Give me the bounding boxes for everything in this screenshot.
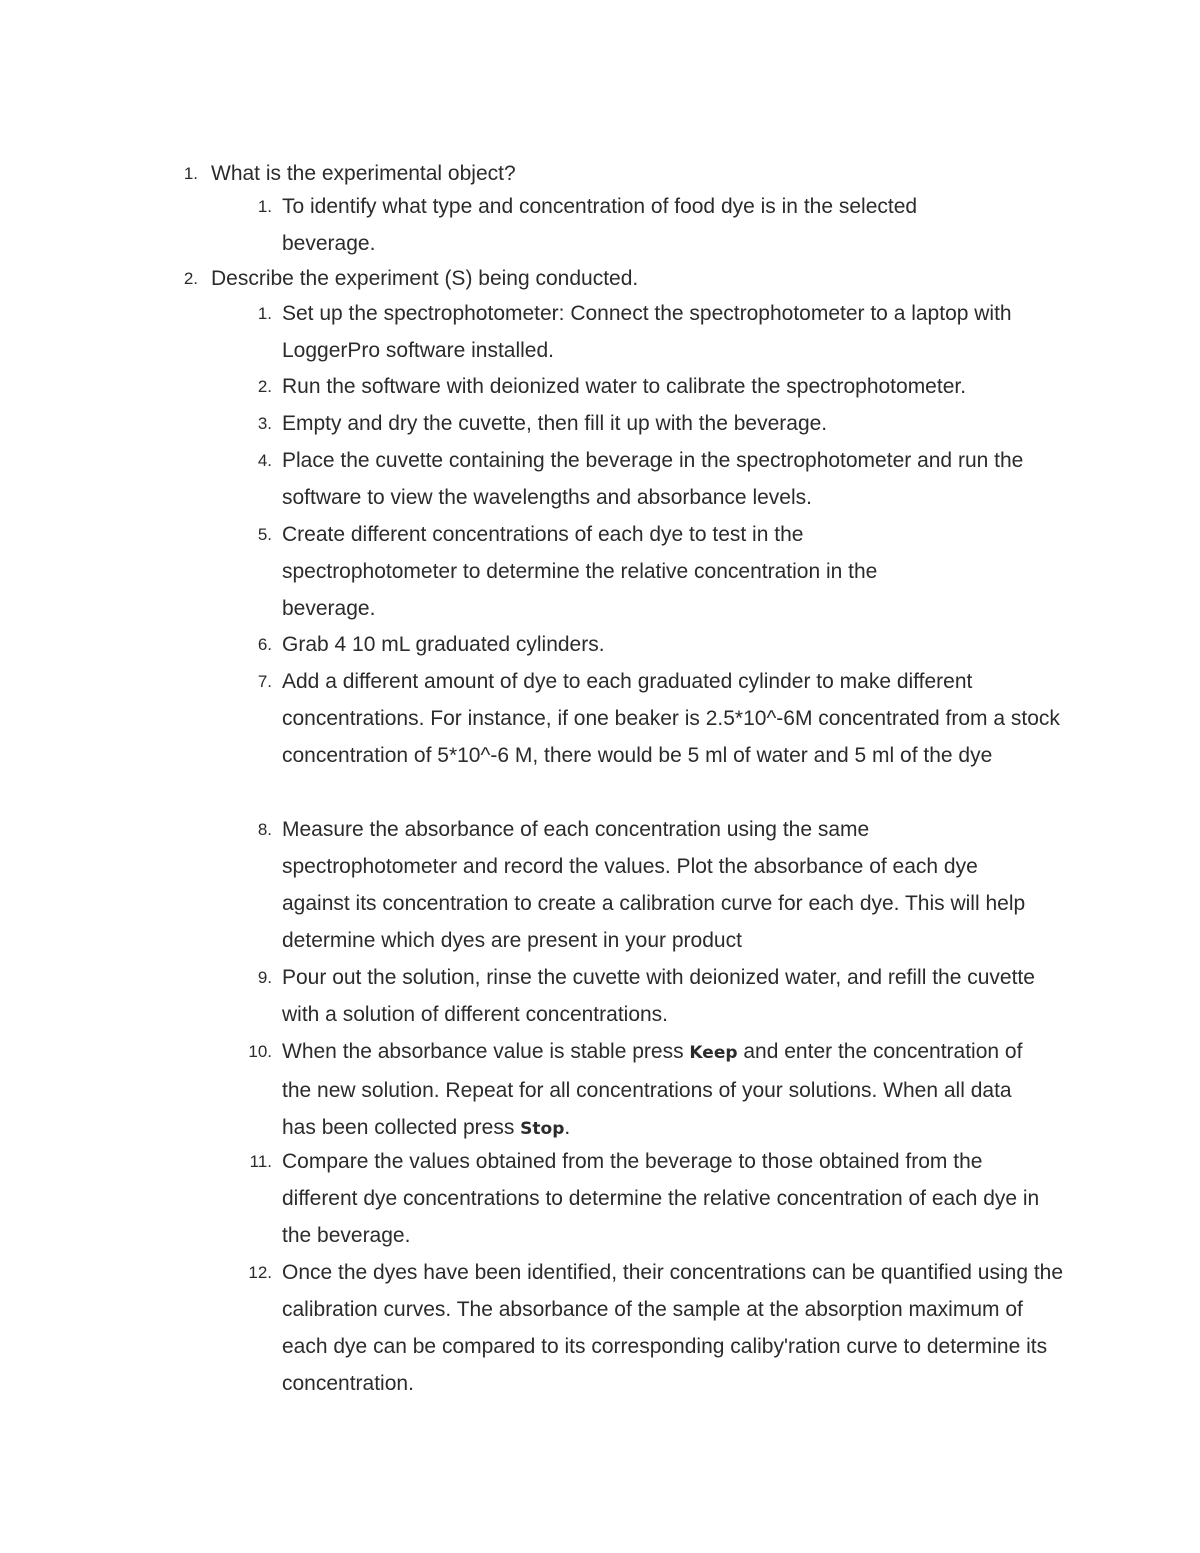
item-number: 10. bbox=[248, 1042, 272, 1061]
question-number: 1. bbox=[183, 164, 198, 183]
keep-keyword: Keep bbox=[689, 1043, 738, 1063]
item-text-part: and enter the concentration of the new solution. Repeat for all concentrations of your solutions. When all data has been collected press bbox=[282, 1040, 1023, 1139]
question-text: What is the experimental object? bbox=[211, 162, 516, 185]
item-text-part: . bbox=[564, 1116, 571, 1139]
item-number: 8. bbox=[257, 820, 272, 839]
item-number: 4. bbox=[257, 451, 272, 470]
item-text: Measure the absorbance of each concentration using the same spectrophotometer and record the values. Plot the absorbance of each dye against its concentration to create a calibration curve for each dye. This will help determine which dyes are present in your product bbox=[282, 818, 1026, 952]
question-number: 2. bbox=[183, 269, 198, 288]
item-number: 1. bbox=[257, 304, 272, 323]
stop-keyword: Stop bbox=[520, 1119, 565, 1139]
item-number: 5. bbox=[257, 525, 272, 544]
item-number: 7. bbox=[257, 672, 272, 691]
question-text: Describe the experiment (S) being conducted. bbox=[211, 267, 639, 290]
item-number: 2. bbox=[257, 377, 272, 396]
item-text: Run the software with deionized water to calibrate the spectrophotometer. bbox=[282, 375, 967, 398]
item-text: Compare the values obtained from the beverage to those obtained from the different dye concentrations to determine the relative concentration of each dye in the beverage. bbox=[282, 1150, 1040, 1247]
item-text: Add a different amount of dye to each graduated cylinder to make different concentrations. For instance, if one beaker is 2.5*10^-6M concentrated from a stock concentration of 5*10^-6 M, there would be 5 ml of water and 5 ml of the dye bbox=[282, 670, 1060, 767]
item-number: 3. bbox=[257, 414, 272, 433]
item-text: Set up the spectrophotometer: Connect the spectrophotometer to a laptop with LoggerPro software installed. bbox=[282, 302, 1012, 362]
item-text: Place the cuvette containing the beverage in the spectrophotometer and run the software to view the wavelengths and absorbance levels. bbox=[282, 449, 1024, 509]
item-text bbox=[282, 1033, 1042, 1148]
item-text: Once the dyes have been identified, their concentrations can be quantified using the calibration curves. The absorbance of the sample at the absorption maximum of each dye can be compared to its corresponding caliby'ration curve to determine its concentration. bbox=[282, 1261, 1064, 1395]
item-number: 12. bbox=[248, 1263, 272, 1282]
item-text: Grab 4 10 mL graduated cylinders. bbox=[282, 633, 605, 656]
item-text: To identify what type and concentration of food dye is in the selected beverage. bbox=[282, 195, 918, 255]
item-number: 9. bbox=[257, 968, 272, 987]
item-number: 11. bbox=[249, 1152, 272, 1171]
item-text: Empty and dry the cuvette, then fill it up with the beverage. bbox=[282, 412, 828, 435]
item-number: 1. bbox=[257, 197, 272, 216]
item-text-part: When the absorbance value is stable press bbox=[282, 1040, 684, 1063]
item-text: Pour out the solution, rinse the cuvette with deionized water, and refill the cuvette with a solution of different concentrations. bbox=[282, 966, 1035, 1026]
item-number: 6. bbox=[257, 635, 272, 654]
item-text: Create different concentrations of each dye to test in the spectrophotometer to determine the relative concentration in the beverage. bbox=[282, 523, 878, 620]
